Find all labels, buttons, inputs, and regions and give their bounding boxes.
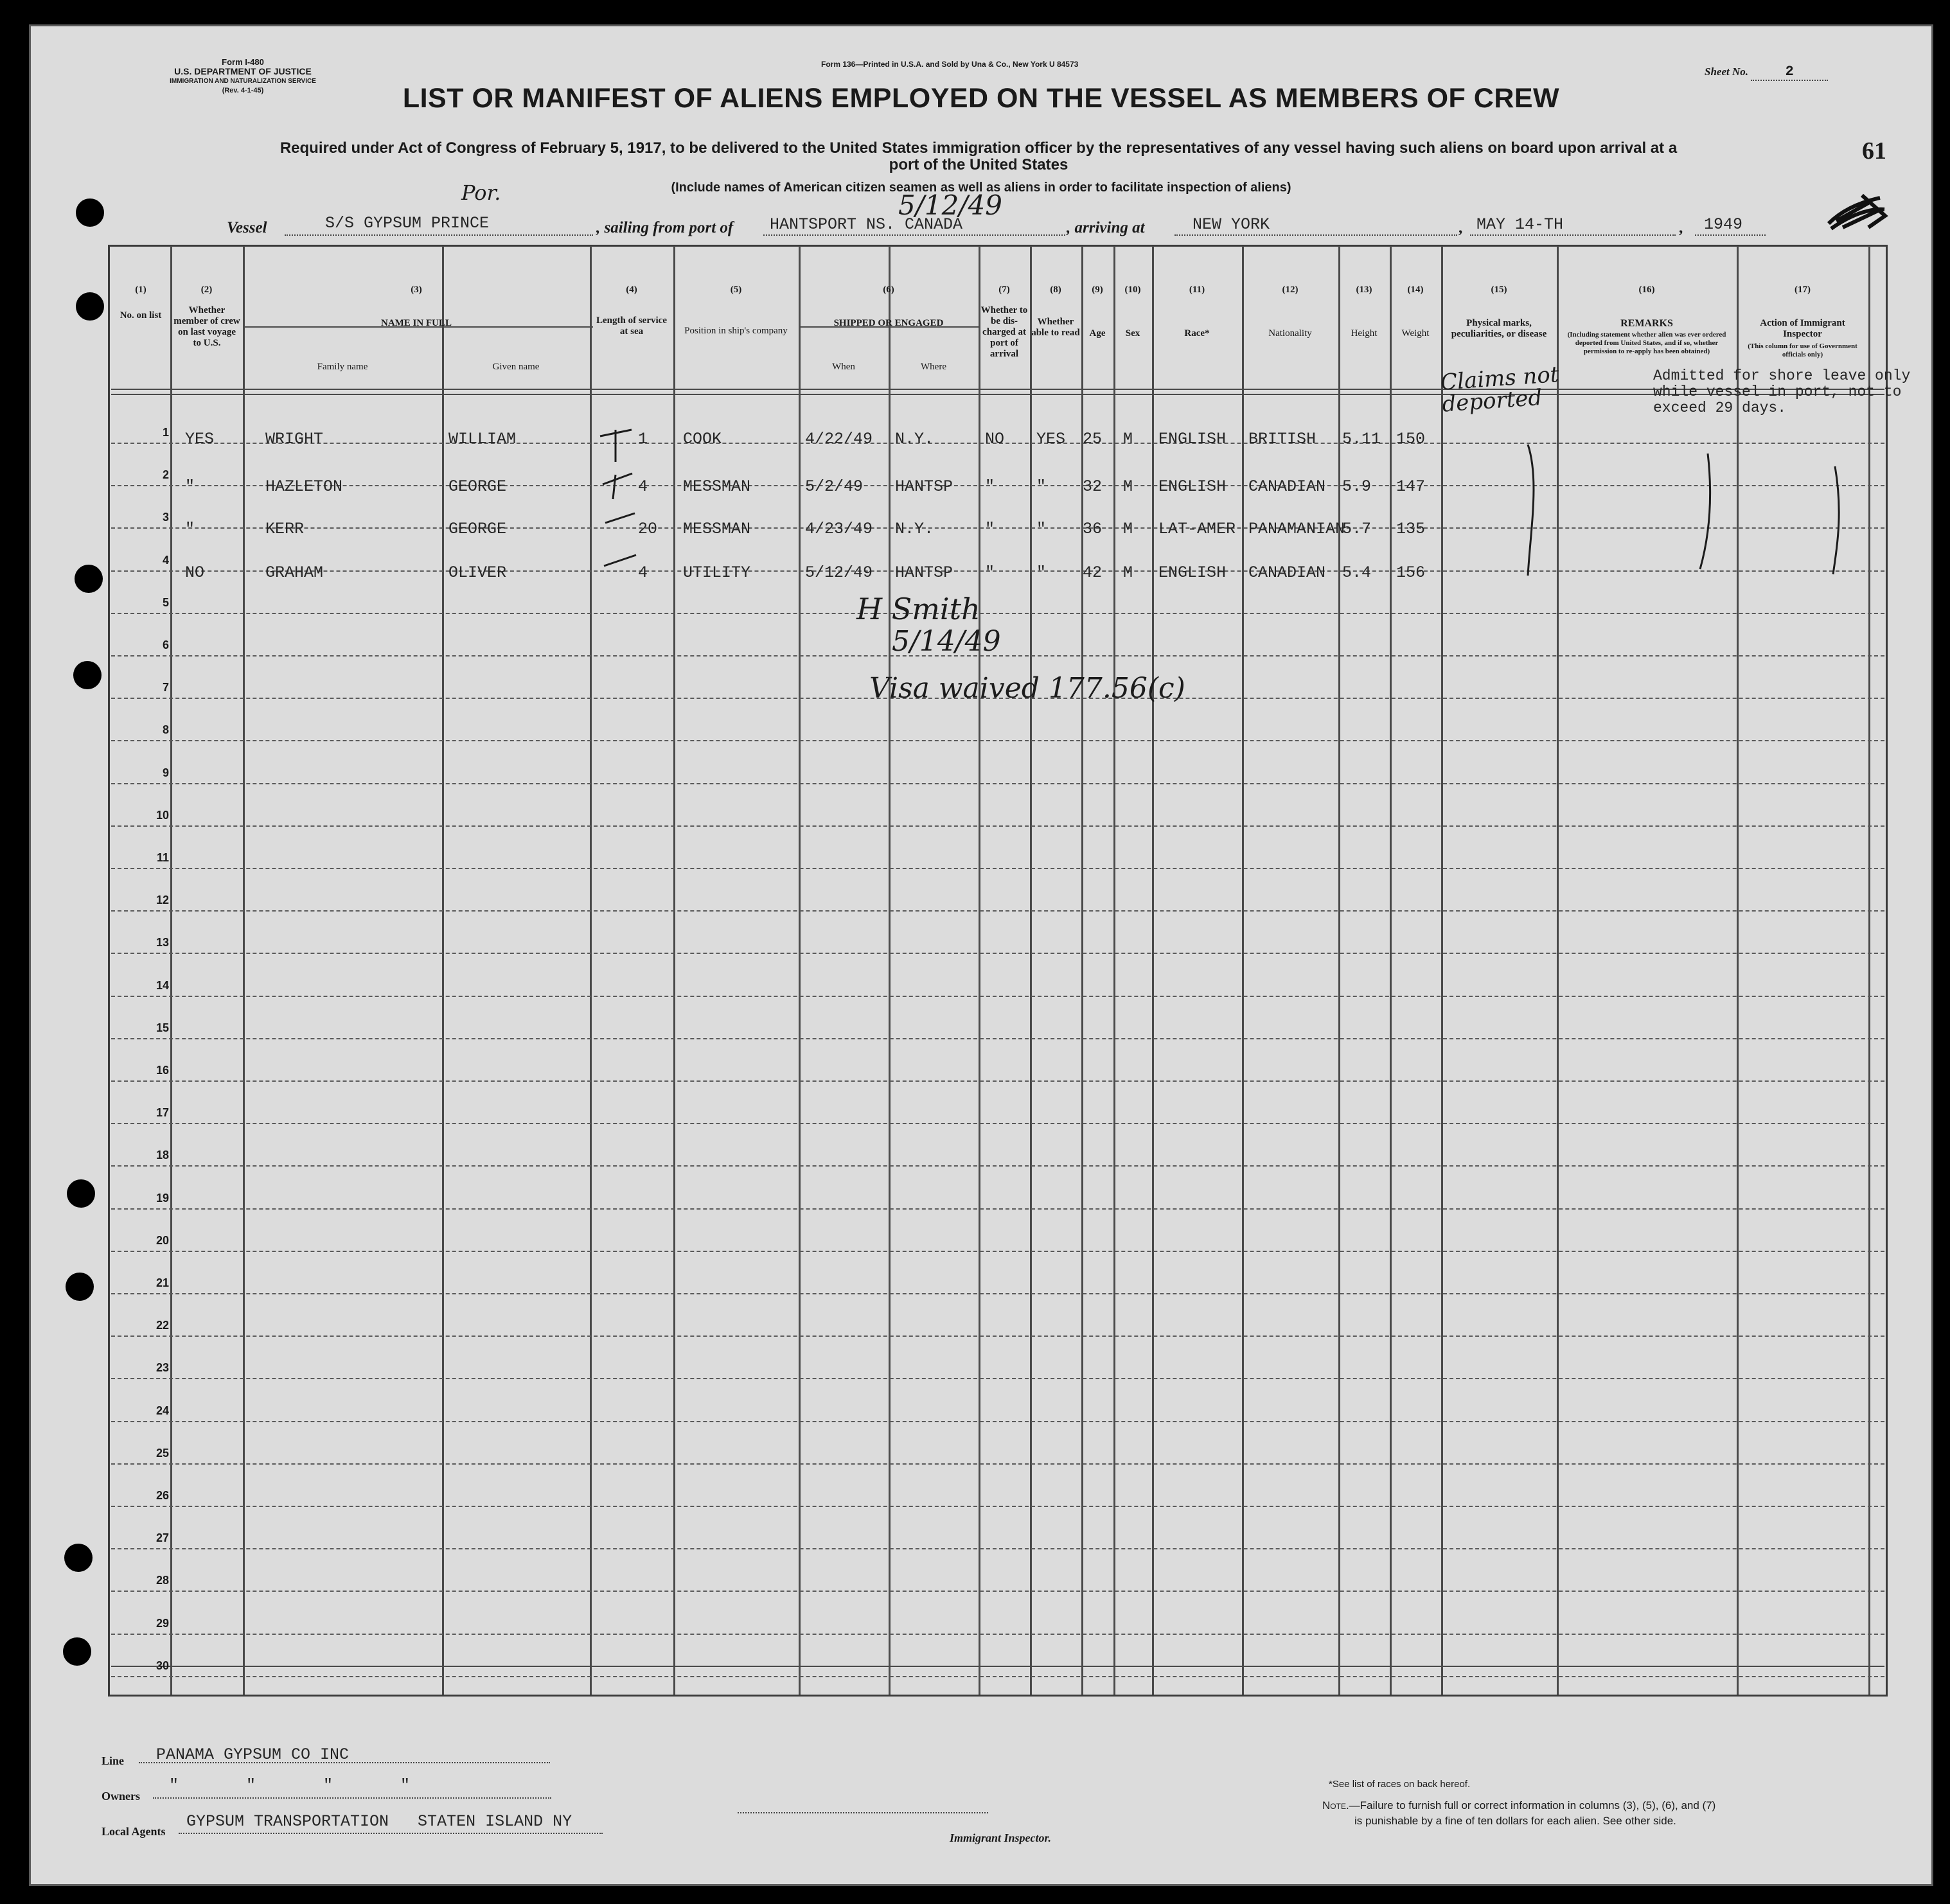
- given-name-cell: WILLIAM: [448, 430, 517, 448]
- year-underline: [1695, 234, 1766, 236]
- date-underline: [1470, 234, 1676, 236]
- col-num-4: (4): [626, 285, 637, 295]
- family-name-cell: GRAHAM: [265, 563, 324, 582]
- row-rule: [111, 953, 1884, 954]
- col-num-8: (8): [1050, 285, 1061, 295]
- col-divider: [1081, 246, 1083, 1695]
- row-rule: [111, 825, 1884, 827]
- age-cell: 25: [1083, 430, 1103, 448]
- punch-hole: [64, 1544, 93, 1572]
- col-head-inspector-note: (This column for use of Government officials only): [1748, 342, 1857, 358]
- row-number: 27: [155, 1531, 169, 1544]
- col-head-age: Age: [1089, 328, 1106, 339]
- race-cell: ENGLISH: [1158, 563, 1227, 582]
- row-rule: [111, 1293, 1884, 1294]
- penalty-note: [1322, 1798, 1715, 1829]
- punch-hole: [75, 565, 103, 593]
- previous-voyage-cell: YES: [185, 430, 215, 448]
- col-head-number: No. on list: [120, 310, 162, 321]
- note-text-2: is punishable by a fine of ten dollars for each alien. See other side.: [1354, 1815, 1676, 1827]
- weight-cell: 150: [1396, 430, 1426, 448]
- col-divider: [1242, 246, 1244, 1695]
- sex-cell: M: [1123, 477, 1133, 496]
- col-head-read: Whether able to read: [1031, 317, 1080, 338]
- given-name-cell: OLIVER: [448, 563, 507, 582]
- vessel-name: S/S GYPSUM PRINCE: [325, 214, 490, 233]
- row-number: 4: [162, 554, 169, 567]
- row-number: 22: [155, 1319, 169, 1332]
- row-number: 9: [162, 766, 169, 779]
- position-cell: UTILITY: [683, 563, 751, 582]
- row-number: 5: [162, 596, 169, 609]
- position-cell: MESSMAN: [683, 520, 751, 538]
- remarks-line-1: Admitted for shore leave only: [1653, 367, 1911, 384]
- col-num-7: (7): [998, 285, 1010, 295]
- col-num-9: (9): [1092, 285, 1103, 295]
- col-num-16: (16): [1638, 285, 1655, 295]
- printer-note: Form 136—Printed in U.S.A. and Sold by Una & Co., New York U 84573: [821, 60, 1079, 69]
- col-head-name: NAME IN FULL: [380, 318, 452, 328]
- vessel-annotation: Por.: [461, 181, 501, 205]
- shipped-where-cell: HANTSP: [895, 477, 953, 496]
- race-cell: ENGLISH: [1158, 477, 1227, 496]
- row-rule: [111, 1165, 1884, 1167]
- arriving-label: , arriving at: [1067, 219, 1145, 236]
- weight-cell: 135: [1396, 520, 1426, 538]
- col-num-5: (5): [730, 285, 742, 295]
- line-underline: [139, 1762, 550, 1763]
- port-to-underline: [1174, 234, 1457, 236]
- previous-voyage-cell: ": [185, 520, 195, 538]
- col-head-where: Where: [921, 362, 946, 372]
- row-number: 8: [162, 723, 169, 736]
- col-num-2: (2): [200, 285, 213, 295]
- family-name-cell: HAZLETON: [265, 477, 343, 496]
- form-title: LIST OR MANIFEST OF ALIENS EMPLOYED ON THE VESSEL AS MEMBERS OF CREW: [402, 83, 1560, 114]
- col-divider: [1113, 246, 1115, 1695]
- punch-hole: [66, 1273, 94, 1301]
- age-cell: 32: [1083, 477, 1103, 496]
- position-cell: COOK: [683, 430, 722, 448]
- able-to-read-cell: YES: [1036, 430, 1066, 448]
- nationality-cell: PANAMANIAN: [1248, 520, 1345, 538]
- col-num-17: (17): [1795, 285, 1811, 295]
- table-bottom-rule: [111, 1666, 1884, 1667]
- col-num-15: (15): [1491, 285, 1507, 295]
- col-divider: [1390, 246, 1392, 1695]
- service-length-cell: 1: [638, 430, 648, 448]
- row-rule: [111, 1506, 1884, 1507]
- col-num-3: (3): [411, 285, 422, 295]
- revision: (Rev. 4-1-45): [222, 87, 264, 94]
- row-rule: [111, 1378, 1884, 1379]
- punch-hole: [76, 292, 104, 321]
- row-number: 16: [155, 1064, 169, 1077]
- col-head-remarks-note: (Including statement whether alien was ever ordered deported from United States, and if so, whether permission to re-apply has been obtained): [1567, 331, 1726, 355]
- nationality-cell: CANADIAN: [1248, 563, 1326, 582]
- previous-voyage-cell: ": [185, 477, 195, 496]
- subtitle-note: (Include names of American citizen seamen as well as aliens in order to facilitate inspection of aliens): [671, 181, 1291, 195]
- arrival-date: MAY 14-TH: [1476, 215, 1564, 234]
- col-divider: [1441, 246, 1443, 1695]
- shipped-when-cell: 4/22/49: [805, 430, 873, 448]
- col-head-when: When: [832, 362, 855, 372]
- row-number: 23: [155, 1361, 169, 1374]
- inspector-label: Immigrant Inspector.: [950, 1831, 1052, 1844]
- discharged-cell: ": [985, 477, 995, 496]
- height-cell: 5.11: [1342, 430, 1381, 448]
- manifest-sheet: [29, 24, 1933, 1886]
- sex-cell: M: [1123, 520, 1133, 538]
- shipped-when-cell: 5/12/49: [805, 563, 873, 582]
- col-head-sex: Sex: [1125, 328, 1140, 339]
- row-rule: [111, 1335, 1884, 1337]
- port-from-underline: [763, 234, 1065, 236]
- service: IMMIGRATION AND NATURALIZATION SERVICE: [170, 78, 316, 85]
- ditto-braces: [1509, 441, 1868, 588]
- row-number: 6: [162, 639, 169, 651]
- family-name-cell: WRIGHT: [265, 430, 324, 448]
- physical-marks-note: Claims not deported: [1439, 361, 1560, 418]
- sailing-label: , sailing from port of: [596, 219, 734, 236]
- col-divider: [590, 246, 592, 1695]
- col-divider: [1338, 246, 1340, 1695]
- col-divider: [673, 246, 675, 1695]
- race-note: *See list of races on back hereof.: [1329, 1779, 1471, 1790]
- row-rule: [111, 613, 1884, 614]
- row-rule: [111, 1463, 1884, 1465]
- given-name-cell: GEORGE: [448, 477, 507, 496]
- col-head-race: Race*: [1184, 328, 1210, 339]
- shipped-where-cell: HANTSP: [895, 563, 953, 582]
- row-number: 21: [155, 1276, 169, 1289]
- row-number: 24: [155, 1404, 169, 1417]
- sailing-annotation: 5/12/49: [898, 190, 1002, 221]
- row-number: 11: [156, 851, 169, 864]
- form-subtitle: [127, 140, 1830, 173]
- row-number: 15: [155, 1021, 169, 1034]
- row-number: 20: [155, 1234, 169, 1247]
- col-num-1: (1): [135, 285, 146, 295]
- race-cell: LAT-AMER: [1158, 520, 1236, 538]
- row-number: 19: [155, 1192, 169, 1204]
- sheet-number-label: [1705, 64, 1828, 81]
- row-number: 14: [155, 979, 169, 992]
- given-name-cell: GEORGE: [448, 520, 507, 538]
- col-head-inspector-action: Action of Immigrant Inspector: [1760, 318, 1845, 339]
- page-number: 61: [1862, 137, 1886, 164]
- row-rule: [111, 1251, 1884, 1252]
- service-length-cell: 4: [638, 477, 648, 496]
- row-number: 10: [155, 809, 169, 822]
- row-number: 3: [162, 511, 169, 524]
- visa-waiver-note: Visa waived 177.56(c): [869, 672, 1185, 705]
- arrival-year: 1949: [1704, 215, 1743, 234]
- row-number: 12: [155, 894, 169, 906]
- height-cell: 5.4: [1342, 563, 1372, 582]
- age-cell: 42: [1083, 563, 1103, 582]
- service-length-cell: 4: [638, 563, 648, 582]
- col-head-previous-voyage: Whether member of crew on last voyage to U.S.: [173, 305, 240, 348]
- col-num-11: (11): [1189, 285, 1205, 295]
- row-rule: [111, 868, 1884, 869]
- shipped-when-cell: 4/23/49: [805, 520, 873, 538]
- subtitle-line-2: port of the United States: [889, 156, 1068, 173]
- shipped-where-cell: N.Y.: [895, 430, 934, 448]
- height-cell: 5.9: [1342, 477, 1372, 496]
- row-rule: [111, 1634, 1884, 1635]
- discharged-cell: ": [985, 520, 995, 538]
- agents-underline: [179, 1833, 603, 1834]
- agents-value: GYPSUM TRANSPORTATION STATEN ISLAND NY: [186, 1812, 572, 1831]
- col-head-height: Height: [1351, 328, 1378, 339]
- row-rule: [111, 740, 1884, 741]
- inspector-signature-line: [738, 1812, 988, 1813]
- subtitle-line-1: Required under Act of Congress of February 5, 1917, to be delivered to the United States immigration officer by the representatives of any vessel having such aliens on board upon arrival at a: [279, 139, 1678, 157]
- row-number: 18: [155, 1149, 169, 1161]
- punch-hole: [67, 1179, 95, 1208]
- row-number: 1: [162, 426, 169, 439]
- row-rule: [111, 783, 1884, 784]
- vessel-label: Vessel: [227, 219, 267, 236]
- sheet-number: 2: [1751, 64, 1828, 81]
- agents-label: Local Agents: [102, 1825, 166, 1838]
- row-rule: [111, 1038, 1884, 1039]
- line-value: PANAMA GYPSUM CO INC: [156, 1745, 350, 1764]
- weight-cell: 147: [1396, 477, 1426, 496]
- port-to: NEW YORK: [1192, 215, 1270, 234]
- col-divider: [889, 246, 891, 1695]
- punch-hole: [63, 1637, 91, 1666]
- shipped-when-cell: 5/2/49: [805, 477, 864, 496]
- col-num-6: (6): [883, 285, 894, 295]
- comma: ,: [1679, 219, 1683, 236]
- row-rule: [111, 996, 1884, 997]
- nationality-cell: CANADIAN: [1248, 477, 1326, 496]
- sheet-label: Sheet No.: [1705, 66, 1748, 78]
- row-number: 26: [155, 1489, 169, 1502]
- col-divider: [243, 246, 245, 1695]
- voyage-line: [31, 214, 1931, 240]
- col-head-weight: Weight: [1401, 328, 1430, 339]
- row-rule: [111, 1208, 1884, 1210]
- previous-voyage-cell: NO: [185, 563, 205, 582]
- row-rule: [111, 910, 1884, 912]
- service-tick-marks: [596, 423, 648, 577]
- row-rule: [111, 1591, 1884, 1592]
- row-number: 29: [155, 1617, 169, 1630]
- row-number: 25: [155, 1447, 169, 1459]
- col-num-14: (14): [1407, 285, 1424, 295]
- row-number: 2: [162, 468, 169, 481]
- col-head-discharged: Whether to be dis-charged at port of arrival: [980, 305, 1028, 359]
- port-from: HANTSPORT NS. CANADA: [770, 215, 963, 234]
- col-num-13: (13): [1356, 285, 1372, 295]
- height-cell: 5.7: [1342, 520, 1372, 538]
- col-head-given-name: Given name: [492, 362, 540, 372]
- comma: ,: [1458, 219, 1463, 236]
- position-cell: MESSMAN: [683, 477, 751, 496]
- col-head-service: Length of service at sea: [596, 315, 667, 337]
- row-number: 7: [162, 681, 169, 694]
- sex-cell: M: [1123, 563, 1133, 582]
- row-rule: [111, 1548, 1884, 1549]
- family-name-cell: KERR: [265, 520, 305, 538]
- col-head-position: Position in ship's company: [684, 326, 788, 336]
- owners-value: " " " ": [169, 1776, 411, 1795]
- discharged-cell: ": [985, 563, 995, 582]
- department: U.S. DEPARTMENT OF JUSTICE: [174, 66, 312, 76]
- col-head-family-name: Family name: [317, 362, 368, 372]
- vessel-underline: [285, 234, 593, 236]
- row-rule: [111, 1080, 1884, 1082]
- row-number: 17: [155, 1106, 169, 1119]
- row-rule: [111, 1676, 1884, 1677]
- col-divider: [979, 246, 980, 1695]
- sex-cell: M: [1123, 430, 1133, 448]
- row-number: 28: [155, 1574, 169, 1587]
- col-num-12: (12): [1282, 285, 1299, 295]
- row-rule: [111, 1421, 1884, 1422]
- col-head-remarks: REMARKS: [1620, 318, 1673, 329]
- remarks-line-2: while vessel in port, not to: [1653, 383, 1902, 400]
- able-to-read-cell: ": [1036, 477, 1047, 496]
- col-divider: [1030, 246, 1032, 1695]
- col-num-10: (10): [1124, 285, 1141, 295]
- row-number: 30: [155, 1659, 169, 1672]
- col-head-shipped: SHIPPED OR ENGAGED: [833, 318, 944, 328]
- remarks-line-3: exceed 29 days.: [1653, 400, 1787, 416]
- col-divider: [799, 246, 801, 1695]
- punch-hole: [73, 661, 102, 689]
- age-cell: 36: [1083, 520, 1103, 538]
- col-divider: [170, 246, 172, 1695]
- service-length-cell: 20: [638, 520, 658, 538]
- weight-cell: 156: [1396, 563, 1426, 582]
- form-number: Form I-480: [222, 57, 264, 67]
- owners-label: Owners: [102, 1790, 140, 1803]
- col-divider: [1152, 246, 1154, 1695]
- col-head-nationality: Nationality: [1268, 328, 1312, 339]
- owners-underline: [153, 1797, 551, 1799]
- inspector-initials: H Smith: [856, 592, 980, 626]
- col-divider: [1868, 246, 1870, 1695]
- discharged-cell: NO: [985, 430, 1005, 448]
- shipped-where-cell: N.Y.: [895, 520, 934, 538]
- inspector-date: 5/14/49: [892, 625, 1001, 658]
- note-text-1: —Failure to furnish full or correct information in columns (3), (5), (6), and (7): [1349, 1799, 1716, 1811]
- col-head-physical-marks: Physical marks, peculiarities, or disease: [1451, 318, 1547, 339]
- race-cell: ENGLISH: [1158, 430, 1227, 448]
- line-label: Line: [102, 1754, 125, 1767]
- nationality-cell: BRITISH: [1248, 430, 1316, 448]
- able-to-read-cell: ": [1036, 520, 1047, 538]
- note-label: Note.: [1322, 1799, 1349, 1811]
- row-rule: [111, 1123, 1884, 1124]
- scribble-mark: [1823, 190, 1894, 235]
- able-to-read-cell: ": [1036, 563, 1047, 582]
- row-number: 13: [155, 936, 169, 949]
- col-divider: [442, 246, 444, 1695]
